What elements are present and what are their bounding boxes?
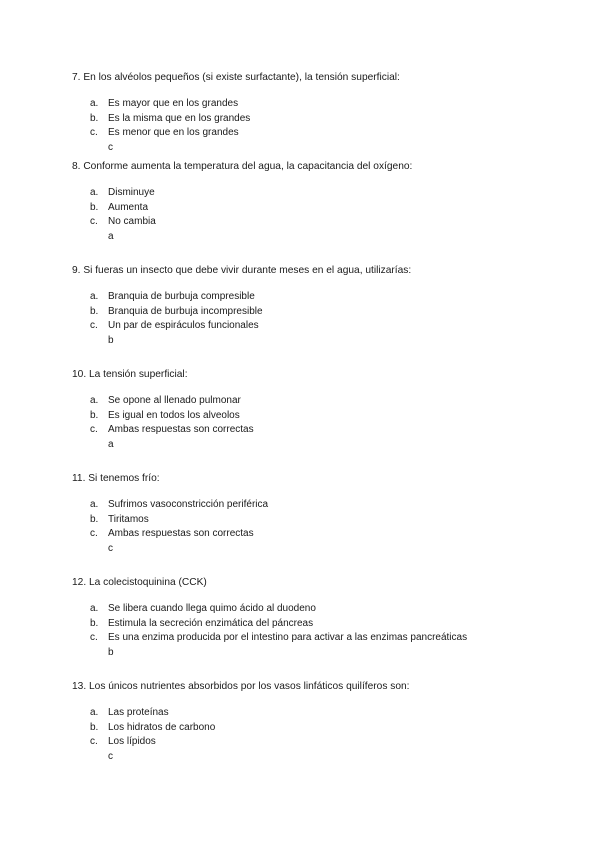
option-c: c. Un par de espiráculos funcionales — [90, 320, 259, 332]
option-b: b. Estimula la secreción enzimática del páncreas — [90, 617, 314, 629]
options-list — [72, 290, 542, 334]
option-a: a. Disminuye — [90, 187, 155, 198]
question-text: 9. Si fueras un insecto que debe vivir durante meses en el agua, utilizarías: — [72, 265, 412, 276]
options-list — [72, 394, 542, 438]
question-text: 12. La colecistoquinina (CCK) — [72, 577, 207, 588]
option-a: a. Se opone al llenado pulmonar — [90, 395, 241, 406]
question-text: 10. La tensión superficial: — [72, 369, 188, 380]
option-c: c. Es una enzima producida por el intestino para activar a las enzimas pancreáticas — [90, 632, 468, 644]
question-text: 11. Si tenemos frío: — [72, 473, 160, 484]
option-b: b. Branquia de burbuja incompresible — [90, 305, 263, 317]
question-block-13 — [72, 680, 542, 764]
question-block-7 — [72, 71, 542, 155]
option-a: a. Es mayor que en los grandes — [90, 98, 239, 109]
option-c: c. Ambas respuestas son correctas — [90, 528, 254, 540]
answer: b — [108, 646, 114, 658]
option-a: a. Sufrimos vasoconstricción periférica — [90, 499, 269, 510]
answer: a — [108, 438, 114, 450]
option-b: b. Aumenta — [90, 201, 149, 213]
option-a: a. Branquia de burbuja compresible — [90, 291, 255, 302]
answer: b — [108, 334, 114, 346]
option-c: c. Es menor que en los grandes — [90, 127, 239, 139]
option-b: b. Es igual en todos los alveolos — [90, 409, 240, 421]
option-b: b. Tiritamos — [90, 513, 149, 525]
options-list — [72, 186, 542, 230]
options-list — [72, 706, 542, 750]
question-block-8 — [72, 160, 542, 244]
option-c: c. Los lípidos — [90, 736, 156, 748]
question-text: 13. Los únicos nutrientes absorbidos por los vasos linfáticos quilíferos son: — [72, 681, 410, 692]
option-c: c. Ambas respuestas son correctas — [90, 424, 254, 436]
answer: c — [108, 542, 113, 554]
options-list — [72, 602, 542, 646]
question-block-11 — [72, 472, 542, 556]
question-text: 7. En los alvéolos pequeños (si existe surfactante), la tensión superficial: — [72, 72, 400, 83]
option-b: b. Es la misma que en los grandes — [90, 112, 251, 124]
answer: c — [108, 141, 113, 153]
option-a: a. Las proteínas — [90, 707, 169, 718]
option-a: a. Se libera cuando llega quimo ácido al duodeno — [90, 603, 316, 614]
option-c: c. No cambia — [90, 216, 156, 228]
options-list — [72, 97, 542, 141]
question-block-9 — [72, 264, 542, 348]
question-block-10 — [72, 368, 542, 452]
question-text: 8. Conforme aumenta la temperatura del agua, la capacitancia del oxígeno: — [72, 161, 413, 172]
options-list — [72, 498, 542, 542]
option-b: b. Los hidratos de carbono — [90, 721, 216, 733]
question-block-12 — [72, 576, 542, 660]
answer: a — [108, 230, 114, 242]
answer: c — [108, 750, 113, 762]
